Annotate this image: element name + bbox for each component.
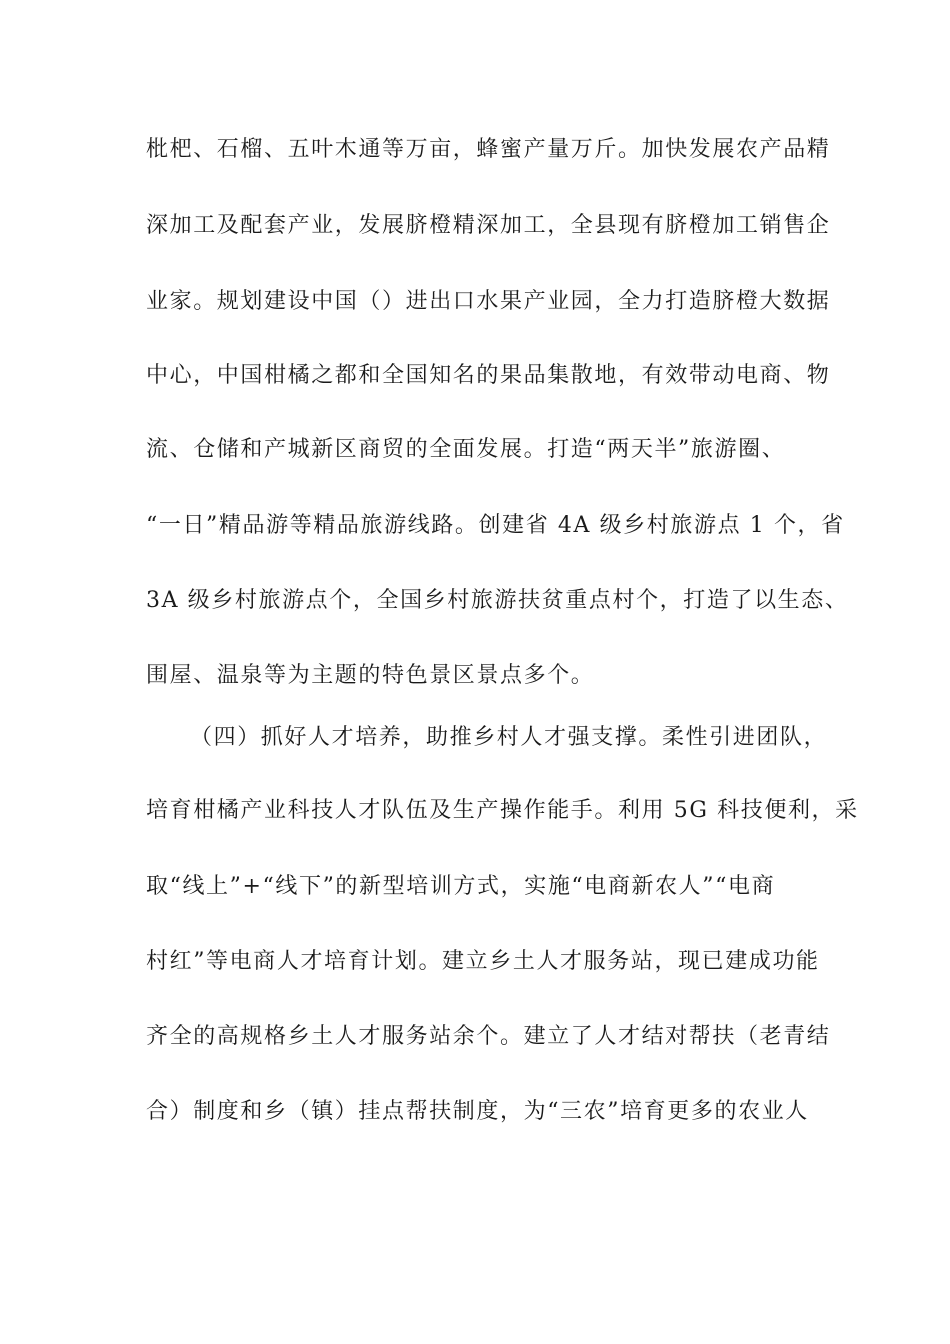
text-line: 业家。规划建设中国（）进出口水果产业园，全力打造脐橙大数据 [146,289,831,314]
text-line: 合）制度和乡（镇）挂点帮扶制度，为“三农”培育更多的农业人 [146,1099,809,1124]
paragraph-heading-line: （四）抓好人才培养，助推乡村人才强支撑。柔性引进团队， [190,725,828,750]
text-line: 围屋、温泉等为主题的特色景区景点多个。 [146,663,595,688]
text-line: 村红”等电商人才培育计划。建立乡土人才服务站，现已建成功能 [146,949,820,974]
text-line: 齐全的高规格乡土人才服务站余个。建立了人才结对帮扶（老青结 [146,1024,831,1049]
text-line: 深加工及配套产业，发展脐橙精深加工，全县现有脐橙加工销售企 [146,213,831,238]
text-line: “一日”精品游等精品旅游线路。创建省 4A 级乡村旅游点 1 个，省 [146,513,845,538]
text-line: 3A 级乡村旅游点个，全国乡村旅游扶贫重点村个，打造了以生态、 [146,588,849,613]
text-line: 培育柑橘产业科技人才队伍及生产操作能手。利用 5G 科技便利，采 [146,798,859,823]
text-line: 取“线上”+“线下”的新型培训方式，实施“电商新农人”“电商 [146,874,776,899]
text-line: 流、仓储和产城新区商贸的全面发展。打造“两天半”旅游圈、 [146,437,786,462]
text-line: 枇杷、石榴、五叶木通等万亩，蜂蜜产量万斤。加快发展农产品精 [146,137,831,162]
text-line: 中心，中国柑橘之都和全国知名的果品集散地，有效带动电商、物 [146,363,831,388]
